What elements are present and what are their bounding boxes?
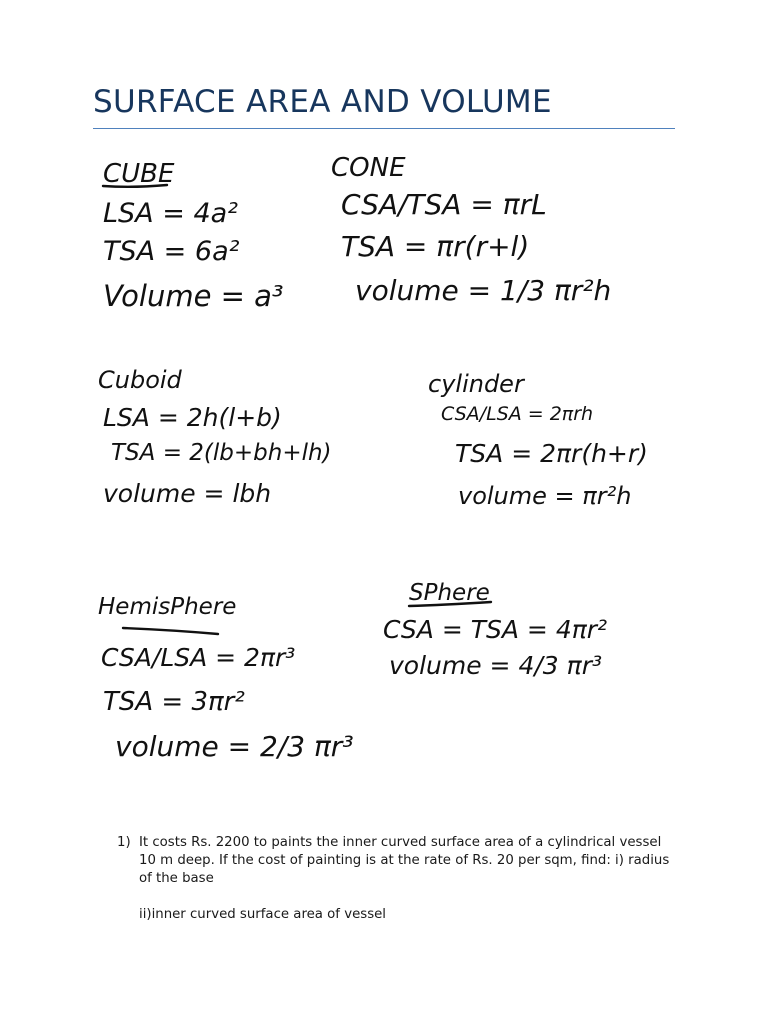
cuboid-heading: Cuboid [98, 366, 182, 394]
page-title: SURFACE AREA AND VOLUME [93, 84, 552, 120]
hemisphere-volume: volume = 2/3 πr³ [115, 730, 354, 763]
hemisphere-tsa: TSA = 3πr² [103, 687, 245, 717]
cylinder-formulas [428, 370, 648, 510]
question-text: It costs Rs. 2200 to paints the inner curved surface area of a cylindrical vessel 10 m deep. If the cost of painting is at the rate of Rs. 20 per sqm, find: i) radius of the base [139, 835, 670, 886]
cube-tsa: TSA = 6a² [103, 236, 240, 267]
cone-volume: volume = 1/3 πr²h [355, 274, 612, 307]
question-item [117, 834, 677, 924]
cone-heading: CONE [331, 153, 406, 183]
sphere-heading: SPhere [409, 580, 490, 606]
cuboid-lsa: LSA = 2h(l+b) [103, 403, 282, 432]
cylinder-tsa: TSA = 2πr(h+r) [455, 439, 648, 468]
cylinder-csa: CSA/LSA = 2πrh [441, 403, 594, 425]
hemisphere-csa: CSA/LSA = 2πr³ [101, 643, 296, 672]
cube-lsa: LSA = 4a² [103, 198, 238, 229]
hemisphere-formulas [98, 594, 354, 763]
cuboid-formulas [98, 366, 332, 508]
cuboid-volume: volume = lbh [103, 479, 272, 508]
cube-volume: Volume = a³ [103, 279, 284, 313]
cylinder-heading: cylinder [428, 370, 524, 398]
hemisphere-heading: HemisPhere [98, 594, 237, 620]
cone-formulas [331, 153, 611, 307]
question-subpart: ii)inner curved surface area of vessel [139, 907, 386, 922]
cube-formulas [103, 159, 284, 313]
sphere-volume: volume = 4/3 πr³ [389, 651, 602, 680]
sphere-formulas [383, 580, 607, 680]
question-number: 1) [117, 835, 131, 850]
cylinder-volume: volume = πr²h [458, 482, 632, 510]
cone-csa: CSA/TSA = πrL [341, 188, 547, 221]
question-list [117, 834, 677, 924]
cuboid-tsa: TSA = 2(lb+bh+lh) [111, 440, 332, 466]
cube-heading: CUBE [103, 159, 175, 189]
question-body [139, 834, 677, 924]
hemisphere-heading-underline [123, 628, 218, 634]
sphere-csa-tsa: CSA = TSA = 4πr² [383, 615, 608, 644]
title-underline [93, 128, 675, 129]
cone-tsa: TSA = πr(r+l) [341, 230, 530, 263]
handwritten-formula-notes [93, 140, 693, 800]
